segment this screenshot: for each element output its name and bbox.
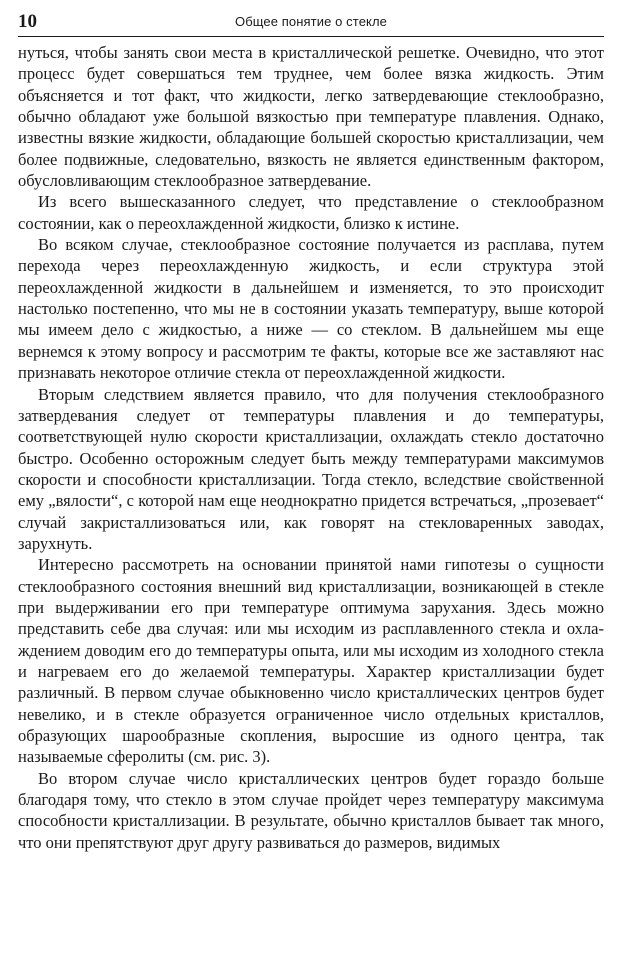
paragraph-continued: нуться, чтобы занять свои места в кристаллической решетке. Очевидно, что этот процесс будет совершаться тем труднее, чем более вязка жидкость. Этим объясняется и тот факт, что жидкости, легко затвердевающие стеклообразно, обычно обладают уже большой вязкостью при температуре плавления. Однако, известны вязкие жидкости, обладающие большей скоростью кристаллизации, чем более подвижные, следовательно, вязкость не является единственным фактором, обусловливающим стеклообразное затвердевание. <box>18 43 604 191</box>
running-header <box>18 10 604 37</box>
paragraph: Вторым следствием является правило, что для получения стеклообразного затвердевания следует от температуры плавления и до температуры, соответствующей нулю скорости кристаллизации, охлаждать стекло достаточно быстро. Особенно осторожным следует быть между температурами максимумов скорости и способности кристаллизации. Тогда стекло, вследствие свойственной ему „вялости“, с которой нам еще неоднократно придется встречаться, „прозевает“ случай закристаллизоваться или, как говорят на стекловаренных заводах, зарухнуть. <box>18 384 604 553</box>
paragraph: Во всяком случае, стеклообразное состояние получается из расплава, путем перехода через переохлажденную жидкость, и если структура этой переохлажденной жидкости в дальнейшем и изменяется, то это происходит настолько постепенно, что мы не в состоянии указать температуру, выше которой мы имеем дело с жидкостью, а ниже — со стеклом. В дальнейшем мы еще вернемся к этому вопросу и рассмотрим те факты, которые все же заставляют нас признавать некоторое отличие стекла от переохлажденной жидкости. <box>18 235 604 383</box>
running-title: Общее понятие о стекле <box>235 14 387 29</box>
page-number: 10 <box>18 11 37 32</box>
paragraph: Из всего вышесказанного следует, что представление о стеклообразном состоянии, как о переохлажденной жидкости, близко к истине. <box>18 192 604 233</box>
paragraph: Интересно рассмотреть на основании принятой нами гипотезы о сущности стеклообразного состояния внешний вид кристаллизации, возникающей в стекле при выдерживании его при температуре оптимума зарухания. Здесь можно представить себе два случая: или мы исходим из расплавленного стекла и охлаждением доводим его до температуры опыта, или мы исходим из холодного стекла и нагреваем его до желаемой температуры. Характер кристаллизации будет различный. В первом случае обыкновенно число кристаллических центров будет невелико, и в стекле образуется ограниченное число отдельных кристаллов, образующих шарообразные скопления, выросшие из одного центра, так называемые сферолиты (см. рис. 3). <box>18 555 604 767</box>
paragraph: Во втором случае число кристаллических центров будет гораздо больше благодаря тому, что стекло в этом случае пройдет через температуру максимума способности кристаллизации. В результате, обычно кристаллов бывает так много, что они препятствуют друг другу развиваться до размеров, видимых <box>18 768 604 852</box>
body-text <box>18 42 604 853</box>
